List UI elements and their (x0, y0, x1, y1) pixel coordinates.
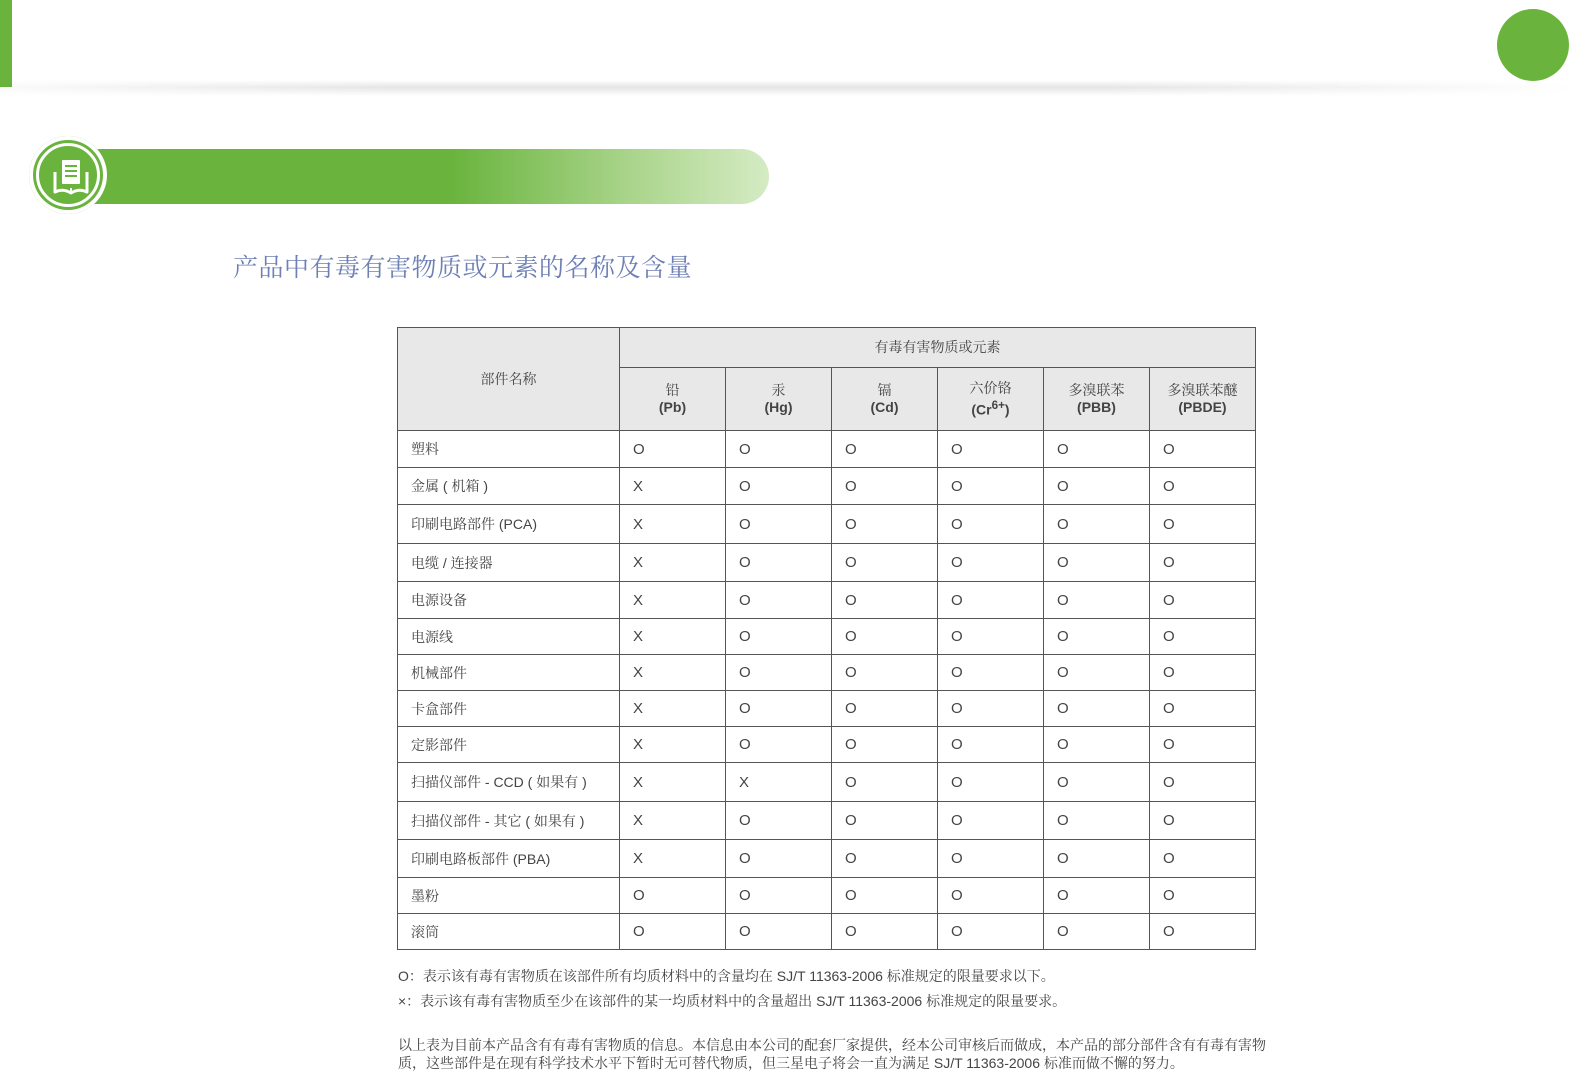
compliance-mark-cell: O (726, 582, 832, 619)
part-name-cell: 卡盒部件 (398, 691, 620, 727)
table-body (398, 431, 1256, 950)
compliance-mark-cell: X (620, 691, 726, 727)
left-accent-bar (0, 0, 12, 87)
substance-header-lead (620, 368, 726, 431)
table-row (398, 763, 1256, 802)
abbr-superscript: 6+ (991, 398, 1005, 412)
substance-abbr: (PBB) (1077, 399, 1116, 415)
table-row (398, 582, 1256, 619)
part-name-header: 部件名称 (398, 328, 620, 431)
compliance-mark-cell: O (1150, 505, 1256, 544)
compliance-mark-cell: O (1044, 582, 1150, 619)
compliance-mark-cell: O (938, 840, 1044, 878)
substance-name: 镉 (877, 382, 892, 398)
compliance-mark-cell: X (620, 840, 726, 878)
compliance-mark-cell: O (1150, 878, 1256, 914)
compliance-mark-cell: O (1150, 655, 1256, 691)
part-name-cell: 印刷电路部件 (PCA) (398, 505, 620, 544)
part-name-cell: 塑料 (398, 431, 620, 468)
compliance-mark-cell: X (726, 763, 832, 802)
table-row (398, 840, 1256, 878)
compliance-mark-cell: O (938, 878, 1044, 914)
compliance-mark-cell: O (726, 840, 832, 878)
compliance-mark-cell: X (620, 802, 726, 840)
statement-line: 以上表为目前本产品含有有毒有害物质的信息。本信息由本公司的配套厂家提供，经本公司审核后而做成，本产品的部分部件含有有毒有害物 (398, 1037, 1266, 1053)
compliance-mark-cell: O (1150, 582, 1256, 619)
compliance-mark-cell: O (832, 619, 938, 655)
compliance-mark-cell: O (1150, 619, 1256, 655)
page-title: 产品中有毒有害物质或元素的名称及含量 (233, 253, 693, 282)
substance-name: 多溴联苯醚 (1167, 382, 1238, 398)
substance-abbr: (PBDE) (1178, 399, 1227, 415)
substance-name: 多溴联苯 (1068, 382, 1125, 398)
compliance-mark-cell: O (1044, 544, 1150, 582)
part-name-cell: 扫描仪部件 - CCD ( 如果有 ) (398, 763, 620, 802)
substance-abbr: (Cd) (870, 399, 899, 415)
compliance-mark-cell: O (726, 878, 832, 914)
compliance-mark-cell: X (620, 727, 726, 763)
table-row (398, 431, 1256, 468)
compliance-mark-cell: O (938, 763, 1044, 802)
compliance-mark-cell: O (832, 802, 938, 840)
compliance-mark-cell: O (938, 505, 1044, 544)
compliance-mark-cell: O (1044, 655, 1150, 691)
substance-name: 铅 (665, 382, 680, 398)
compliance-mark-cell: O (832, 505, 938, 544)
abbr-suffix: ) (1004, 401, 1010, 418)
compliance-mark-cell: O (938, 468, 1044, 505)
part-name-cell: 印刷电路板部件 (PBA) (398, 840, 620, 878)
part-name-cell: 墨粉 (398, 878, 620, 914)
substance-header-mercury (726, 368, 832, 431)
compliance-mark-cell: O (1150, 691, 1256, 727)
compliance-mark-cell: O (726, 468, 832, 505)
substance-abbr: (Hg) (764, 399, 793, 415)
x-mark-note: ×：表示该有毒有害物质至少在该部件的某一均质材料中的含量超出 SJ/T 11363-2006 标准规定的限量要求。 (398, 993, 1067, 1009)
hazardous-substance-table (397, 327, 1256, 950)
compliance-mark-cell: O (832, 582, 938, 619)
substance-abbr: (Pb) (658, 399, 687, 415)
substance-name: 六价铬 (969, 379, 1012, 396)
part-name-cell: 滚筒 (398, 914, 620, 950)
compliance-mark-cell: O (832, 727, 938, 763)
compliance-mark-cell: O (726, 505, 832, 544)
compliance-mark-cell: O (938, 431, 1044, 468)
compliance-mark-cell: O (938, 691, 1044, 727)
table-row (398, 878, 1256, 914)
compliance-mark-cell: O (938, 544, 1044, 582)
compliance-mark-cell: O (1044, 914, 1150, 950)
compliance-mark-cell: O (1150, 727, 1256, 763)
table-row (398, 914, 1256, 950)
compliance-mark-cell: O (1044, 431, 1150, 468)
compliance-statement (398, 1036, 1358, 1072)
compliance-mark-cell: O (1044, 763, 1150, 802)
compliance-mark-cell: O (832, 691, 938, 727)
table-header (398, 328, 1256, 431)
compliance-mark-cell: O (726, 727, 832, 763)
substance-header-cadmium (832, 368, 938, 431)
compliance-mark-cell: X (620, 655, 726, 691)
compliance-mark-cell: O (832, 655, 938, 691)
compliance-mark-cell: O (726, 802, 832, 840)
compliance-mark-cell: O (1044, 468, 1150, 505)
header-shadow (0, 80, 1577, 96)
compliance-mark-cell: O (832, 878, 938, 914)
substance-header-pbde (1150, 368, 1256, 431)
o-mark-note: O：表示该有毒有害物质在该部件所有均质材料中的含量均在 SJ/T 11363-2006 标准规定的限量要求以下。 (398, 968, 1055, 984)
statement-line: 质，这些部件是在现有科学技术水平下暂时无可替代物质，但三星电子将会一直为满足 SJ/T 11363-2006 标准而做不懈的努力。 (398, 1055, 1184, 1071)
compliance-mark-cell: X (620, 505, 726, 544)
compliance-mark-cell: O (938, 619, 1044, 655)
compliance-mark-cell: O (938, 802, 1044, 840)
compliance-mark-cell: O (832, 468, 938, 505)
compliance-mark-cell: X (620, 582, 726, 619)
substance-header-pbb (1044, 368, 1150, 431)
compliance-mark-cell: O (832, 431, 938, 468)
compliance-mark-cell: O (1150, 544, 1256, 582)
table-row (398, 619, 1256, 655)
compliance-mark-cell: O (1044, 802, 1150, 840)
compliance-mark-cell: O (1150, 468, 1256, 505)
substance-header-chromium (938, 368, 1044, 431)
compliance-mark-cell: O (938, 727, 1044, 763)
compliance-mark-cell: O (832, 840, 938, 878)
compliance-mark-cell: O (1150, 840, 1256, 878)
compliance-mark-cell: O (1044, 727, 1150, 763)
compliance-mark-cell: X (620, 619, 726, 655)
compliance-mark-cell: O (1150, 431, 1256, 468)
part-name-cell: 金属 ( 机箱 ) (398, 468, 620, 505)
compliance-mark-cell: O (1044, 840, 1150, 878)
compliance-mark-cell: O (726, 544, 832, 582)
part-name-cell: 定影部件 (398, 727, 620, 763)
corner-decoration (1497, 9, 1569, 81)
section-banner (66, 149, 769, 204)
compliance-mark-cell: O (832, 763, 938, 802)
compliance-mark-cell: O (620, 431, 726, 468)
compliance-mark-cell: O (832, 544, 938, 582)
compliance-mark-cell: X (620, 544, 726, 582)
table-row (398, 727, 1256, 763)
compliance-mark-cell: O (938, 914, 1044, 950)
compliance-mark-cell: O (620, 878, 726, 914)
table-row (398, 544, 1256, 582)
part-name-cell: 扫描仪部件 - 其它 ( 如果有 ) (398, 802, 620, 840)
compliance-mark-cell: O (726, 655, 832, 691)
compliance-mark-cell: O (726, 619, 832, 655)
book-document-icon (29, 136, 107, 214)
table-row (398, 468, 1256, 505)
compliance-mark-cell: O (1044, 505, 1150, 544)
table-row (398, 691, 1256, 727)
compliance-mark-cell: O (938, 655, 1044, 691)
part-name-cell: 机械部件 (398, 655, 620, 691)
part-name-cell: 电缆 / 连接器 (398, 544, 620, 582)
table-row (398, 802, 1256, 840)
compliance-mark-cell: O (726, 914, 832, 950)
compliance-mark-cell: X (620, 763, 726, 802)
compliance-mark-cell: O (726, 431, 832, 468)
table-row (398, 655, 1256, 691)
substance-group-header: 有毒有害物质或元素 (620, 328, 1256, 368)
compliance-mark-cell: O (832, 914, 938, 950)
compliance-mark-cell: O (1150, 802, 1256, 840)
compliance-mark-cell: O (938, 582, 1044, 619)
compliance-mark-cell: O (620, 914, 726, 950)
compliance-mark-cell: X (620, 468, 726, 505)
compliance-mark-cell: O (1150, 914, 1256, 950)
substance-name: 汞 (771, 382, 786, 398)
table-row (398, 505, 1256, 544)
compliance-mark-cell: O (1044, 691, 1150, 727)
compliance-mark-cell: O (1150, 763, 1256, 802)
abbr-prefix: (Cr (971, 401, 992, 418)
substance-abbr (938, 397, 1043, 419)
legend-notes (398, 964, 1066, 1014)
compliance-mark-cell: O (726, 691, 832, 727)
compliance-mark-cell: O (1044, 619, 1150, 655)
compliance-mark-cell: O (1044, 878, 1150, 914)
part-name-cell: 电源线 (398, 619, 620, 655)
part-name-cell: 电源设备 (398, 582, 620, 619)
